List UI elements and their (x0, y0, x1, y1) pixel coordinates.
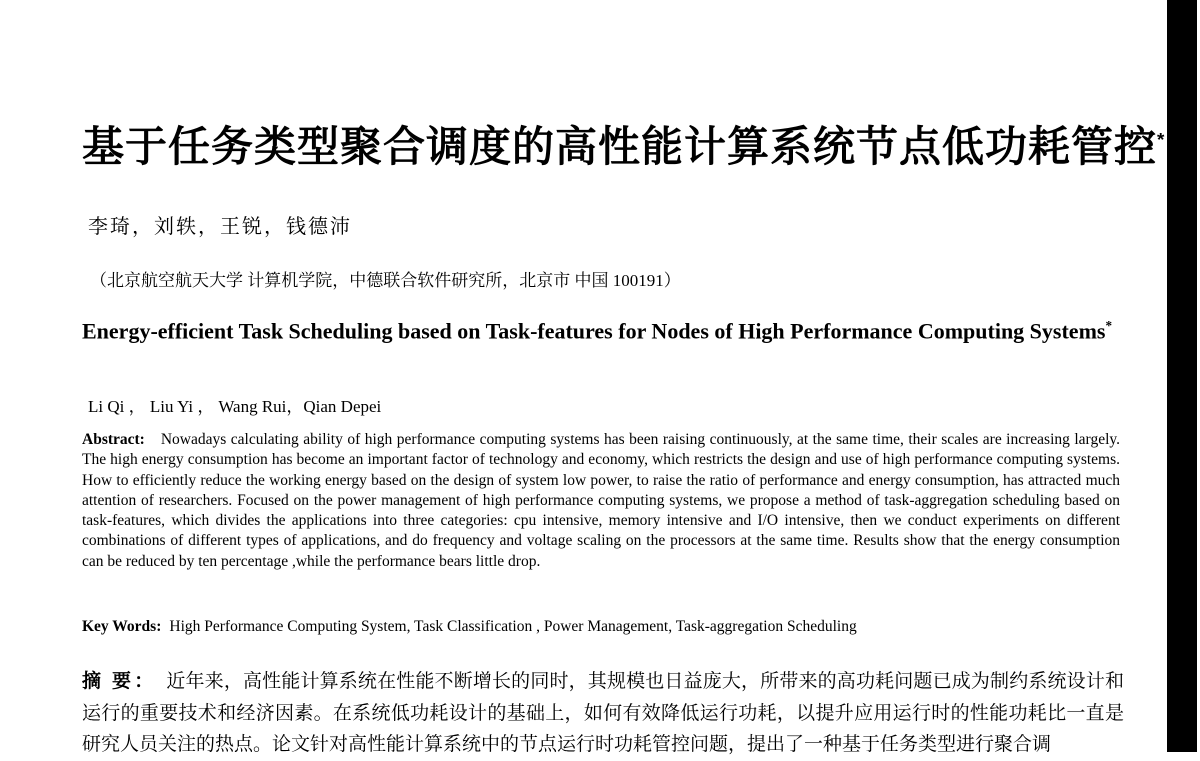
abstract-cn-label: 摘 要： (82, 671, 157, 692)
abstract-cn (82, 666, 1124, 761)
paper-title-en (82, 310, 1124, 347)
paper-title-en-text: Energy-efficient Task Scheduling based on Task-features for Nodes of High Performance Computing Systems (82, 318, 1106, 344)
keywords-en (82, 618, 1120, 636)
authors-cn: 李琦，刘轶，王锐，钱德沛 (88, 216, 352, 238)
abstract-en-label: Abstract: (82, 431, 145, 448)
paper-title-cn (82, 114, 1166, 174)
authors-en: Li Qi ， Liu Yi ， Wang Rui，Qian Depei (88, 397, 382, 416)
keywords-en-text: High Performance Computing System, Task Classification , Power Management, Task-aggregation Scheduling (169, 618, 857, 635)
title-en-footnote-marker: * (1105, 318, 1113, 333)
abstract-cn-text: 近年来，高性能计算系统在性能不断增长的同时，其规模也日益庞大，所带来的高功耗问题已成为制约系统设计和运行的重要技术和经济因素。在系统低功耗设计的基础上，如何有效降低运行功耗，以提升应用运行时的性能功耗比一直是研究人员关注的热点。论文针对高性能计算系统中的节点运行时功耗管控问题，提出了一种基于任务类型进行聚合调 (82, 671, 1124, 755)
abstract-en-text: Nowadays calculating ability of high performance computing systems has been raising continuously, at the same time, their scales are increasing largely. The high energy consumption has become an important factor of technology and economy, which restricts the design and use of high performance computing systems. How to efficiently reduce the working energy based on the design of system low power, to raise the ratio of performance and energy consumption, has attracted much attention of researchers. Focused on the power management of high performance computing systems, we propose a method of task-aggregation scheduling based on task-features, which divides the applications into three categories: cpu intensive, memory intensive and I/O intensive, then we conduct experiments on different combinations of different types of applications, and do frequency and voltage scaling on the processors at the same time. Results show that the energy consumption can be reduced by ten percentage ,while the performance bears little drop. (82, 431, 1120, 570)
title-cn-footnote-marker: * (1157, 130, 1166, 151)
scan-edge-artifact (1167, 0, 1197, 752)
keywords-en-label: Key Words: (82, 618, 162, 635)
affiliation-cn: （北京航空航天大学 计算机学院，中德联合软件研究所，北京市 中国 100191） (90, 271, 681, 290)
abstract-en (82, 430, 1120, 572)
paper-title-cn-text: 基于任务类型聚合调度的高性能计算系统节点低功耗管控 (82, 123, 1158, 170)
